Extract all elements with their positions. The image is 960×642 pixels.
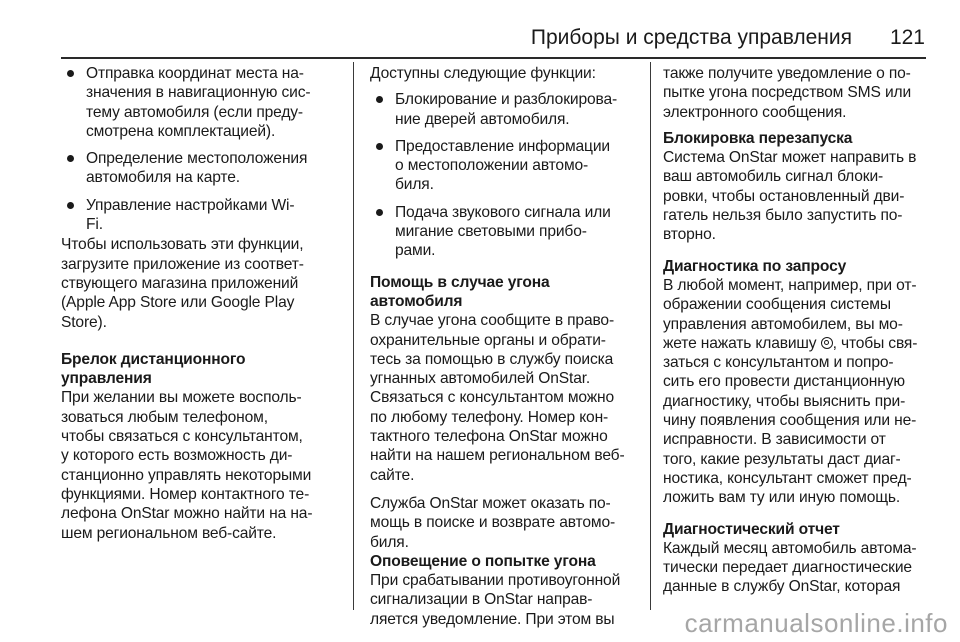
header-rule bbox=[61, 57, 926, 59]
paragraph: также получите уведомление о по- пытке угона посредством SMS или электронного сообщения. bbox=[663, 65, 912, 121]
column-2 bbox=[370, 64, 642, 638]
watermark: carmanualsonline.info bbox=[684, 608, 948, 638]
page-header bbox=[0, 0, 960, 60]
bullet-icon bbox=[67, 70, 74, 77]
paragraph: Каждый месяц автомобиль автома- тически передает диагностические данные в службу OnStar, которая bbox=[663, 539, 917, 596]
onstar-button-icon bbox=[821, 337, 833, 349]
bullet-icon bbox=[67, 155, 74, 162]
column-1 bbox=[61, 64, 346, 552]
bullet-icon bbox=[67, 202, 74, 209]
bullet-icon bbox=[376, 143, 383, 150]
column-divider-1 bbox=[353, 62, 354, 610]
list-item: Предоставление информации о местоположении автомо- биля. bbox=[370, 137, 642, 195]
list-item: Определение местоположения автомобиля на карте. bbox=[61, 149, 346, 188]
paragraph: Доступны следующие функции: bbox=[370, 65, 596, 82]
section-heading: Помощь в случае угона автомобиля bbox=[370, 273, 550, 310]
section-heading: Блокировка перезапуска bbox=[663, 129, 853, 147]
list-item: Подача звукового сигнала или мигание световыми прибо- рами. bbox=[370, 203, 642, 261]
section-heading: Диагностический отчет bbox=[663, 520, 840, 538]
feature-list-1 bbox=[61, 64, 346, 234]
bullet-icon bbox=[376, 209, 383, 216]
page-title: Приборы и средства управления bbox=[530, 26, 852, 49]
section-heading: Оповещение о попытке угона bbox=[370, 552, 596, 570]
list-item: Управление настройками Wi- Fi. bbox=[61, 196, 346, 235]
bullet-icon bbox=[376, 96, 383, 103]
paragraph: При срабатывании противоугонной сигнализации в OnStar направ- ляется уведомление. При этом вы bbox=[370, 572, 621, 628]
feature-list-2 bbox=[370, 90, 642, 260]
list-item: Блокирование и разблокирова- ние дверей автомобиля. bbox=[370, 90, 642, 129]
paragraph: Чтобы использовать эти функции, загрузите приложение из соответ- ствующего магазина приложений (Apple App Store или Google Play Store). bbox=[61, 236, 304, 331]
section-heading: Брелок дистанционного управления bbox=[61, 350, 246, 388]
section-heading: Диагностика по запросу bbox=[663, 257, 847, 275]
paragraph: При желании вы можете восполь- зоваться любым телефоном, чтобы связаться с консультантом, у которого есть возможность ди- станционно управлять некоторыми функциями. Номер контактного те- лефона OnStar можно найти на на- шем региональном веб-сайте. bbox=[61, 389, 313, 542]
paragraph: Служба OnStar может оказать по- мощь в поиске и возврате автомо- биля. bbox=[370, 494, 616, 551]
list-item: Отправка координат места на- значения в навигационную сис- тему автомобиля (если преду- смотрена комплектацией). bbox=[61, 64, 346, 141]
paragraph: Система OnStar может направить в ваш автомобиль сигнал блоки- ровки, чтобы остановленный дви- гатель нельзя было запустить по- вторно. bbox=[663, 149, 917, 244]
paragraph: В любой момент, например, при от- ображении сообщения системы управления автомобилем, вы мо- жете нажать клавишу , чтобы свя- заться с консультантом и попро- сить его провести дистанционную диагностику, чтобы выяснить при- чину появления сообщения или не- исправности. В зависимости от того, какие результаты даст диаг- ностика, консультант сможет пред- ложить вам ту или иную помощь. bbox=[663, 276, 918, 507]
column-3 bbox=[663, 64, 935, 606]
paragraph: В случае угона сообщите в право- охранительные органы и обрати- тесь за помощью в службу поиска угнанных автомобилей OnStar. Связаться с консультантом можно по любому телефону. Номер кон- тактного телефона OnStar можно найти на нашем региональном веб- сайте. bbox=[370, 312, 625, 484]
page-number: 121 bbox=[889, 26, 925, 49]
column-divider-2 bbox=[650, 62, 651, 610]
